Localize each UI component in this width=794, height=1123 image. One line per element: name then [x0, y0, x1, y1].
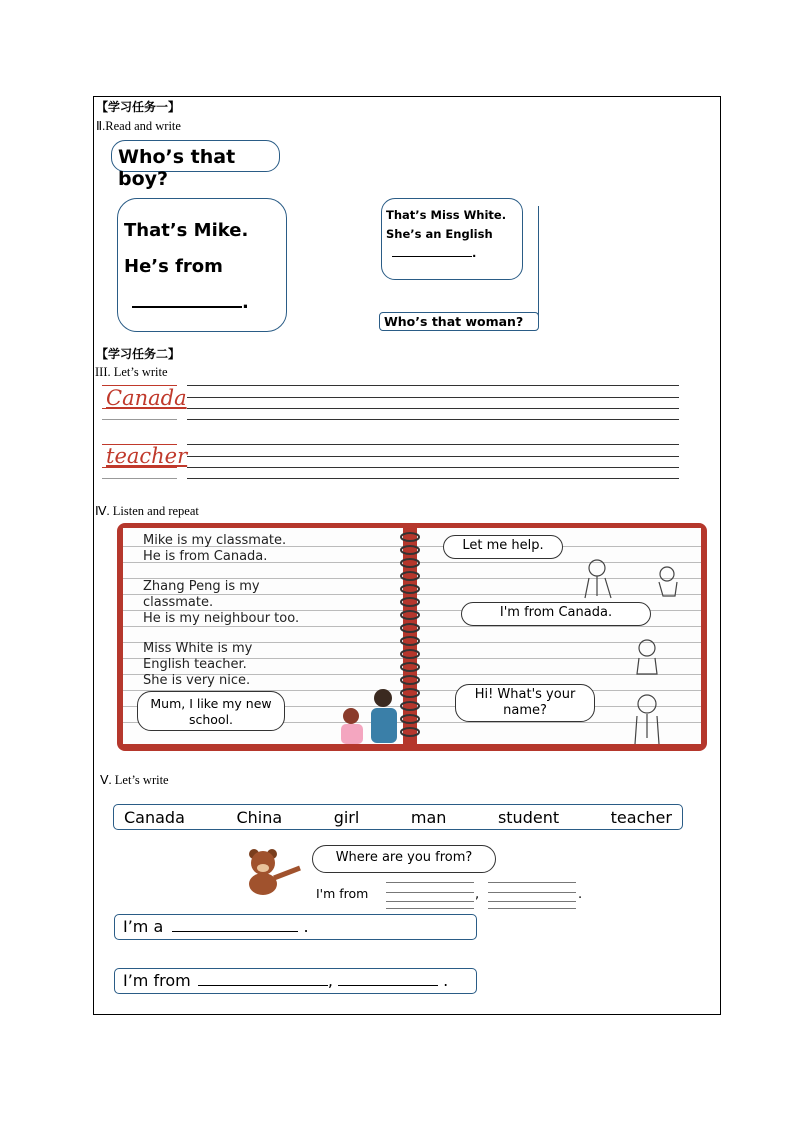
answer-boy-period: . — [242, 292, 249, 313]
bear-question-text: Where are you from? — [335, 850, 473, 865]
word-bank-canada: Canada — [124, 807, 185, 827]
word-bank — [113, 804, 683, 830]
speech-mum-text: Mum, I like my new school. — [150, 696, 272, 727]
answer-woman-line1: That’s Miss White. — [386, 208, 507, 222]
bear-answer-period: . — [578, 887, 583, 902]
word-bank-student: student — [497, 807, 560, 827]
answer-woman-blank[interactable] — [392, 256, 472, 257]
mother-daughter-figure — [313, 688, 403, 744]
word-bank-teacher: teacher — [610, 807, 672, 827]
answer-boy-line1: That’s Mike. — [124, 220, 249, 241]
notebook-left-page — [123, 528, 403, 744]
question-woman-text: Who’s that woman? — [384, 314, 524, 329]
write-section-label: Ⅴ. Let’s write — [100, 773, 169, 787]
sentence2-blank-1[interactable] — [198, 985, 328, 986]
task2-section-label: III. Let’s write — [95, 365, 168, 379]
word-canada: Canada — [106, 386, 187, 410]
nb-line-5: He is my neighbour too. — [143, 611, 300, 626]
speech-bubble-mum — [137, 691, 285, 731]
task2-heading: 【学习任务二】 — [96, 347, 181, 361]
children-sketch — [567, 538, 697, 744]
sentence2-period: . — [443, 971, 449, 990]
bear-answer-comma: , — [475, 887, 480, 902]
nb-line-8: She is very nice. — [143, 673, 251, 688]
spiral-binding — [395, 527, 425, 747]
speech-canada-text: I'm from Canada. — [499, 605, 613, 620]
speech-help-text: Let me help. — [462, 538, 544, 553]
answer-woman-box — [381, 198, 523, 280]
sentence1-text: I’m a — [123, 917, 164, 936]
answer-boy-line2: He’s from — [124, 256, 223, 277]
speech-bubble-help — [443, 535, 563, 559]
sentence-box-2 — [114, 968, 477, 994]
bear-illustration — [236, 846, 306, 896]
divider-line — [538, 206, 539, 316]
task1-section-label: Ⅱ.Read and write — [96, 119, 181, 133]
bear-answer-label: I'm from — [316, 886, 369, 901]
nb-line-2: He is from Canada. — [143, 549, 268, 564]
nb-line-3: Zhang Peng is my — [143, 579, 260, 594]
sentence-box-1 — [114, 914, 477, 940]
answer-woman-period: . — [472, 246, 477, 260]
word-bank-man: man — [410, 807, 447, 827]
listen-section-label: Ⅳ. Listen and repeat — [95, 504, 199, 518]
speech-name-text: Hi! What's your name? — [474, 687, 576, 718]
word-teacher: teacher — [106, 444, 188, 468]
sentence2-comma: , — [327, 971, 333, 990]
answer-boy-blank[interactable] — [132, 306, 242, 308]
notebook-right-page — [417, 528, 701, 744]
word-bank-girl: girl — [333, 807, 360, 827]
sentence1-blank[interactable] — [172, 931, 298, 932]
question-boy-box — [111, 140, 280, 190]
sentence2-text: I’m from — [123, 971, 191, 990]
nb-line-6: Miss White is my — [143, 641, 253, 656]
sentence1-period: . — [303, 917, 309, 936]
question-woman-box — [379, 312, 539, 331]
nb-line-7: English teacher. — [143, 657, 247, 672]
sentence2-blank-2[interactable] — [338, 985, 438, 986]
bear-speech-bubble — [312, 845, 496, 873]
answer-woman-line2: She’s an English — [386, 227, 493, 241]
task1-heading: 【学习任务一】 — [96, 100, 181, 114]
nb-line-1: Mike is my classmate. — [143, 533, 287, 548]
question-boy-text: Who’s that boy? — [118, 146, 236, 190]
notebook-illustration — [117, 523, 707, 751]
nb-line-4: classmate. — [143, 595, 214, 610]
answer-boy-box — [117, 198, 287, 332]
word-bank-china: China — [236, 807, 283, 827]
